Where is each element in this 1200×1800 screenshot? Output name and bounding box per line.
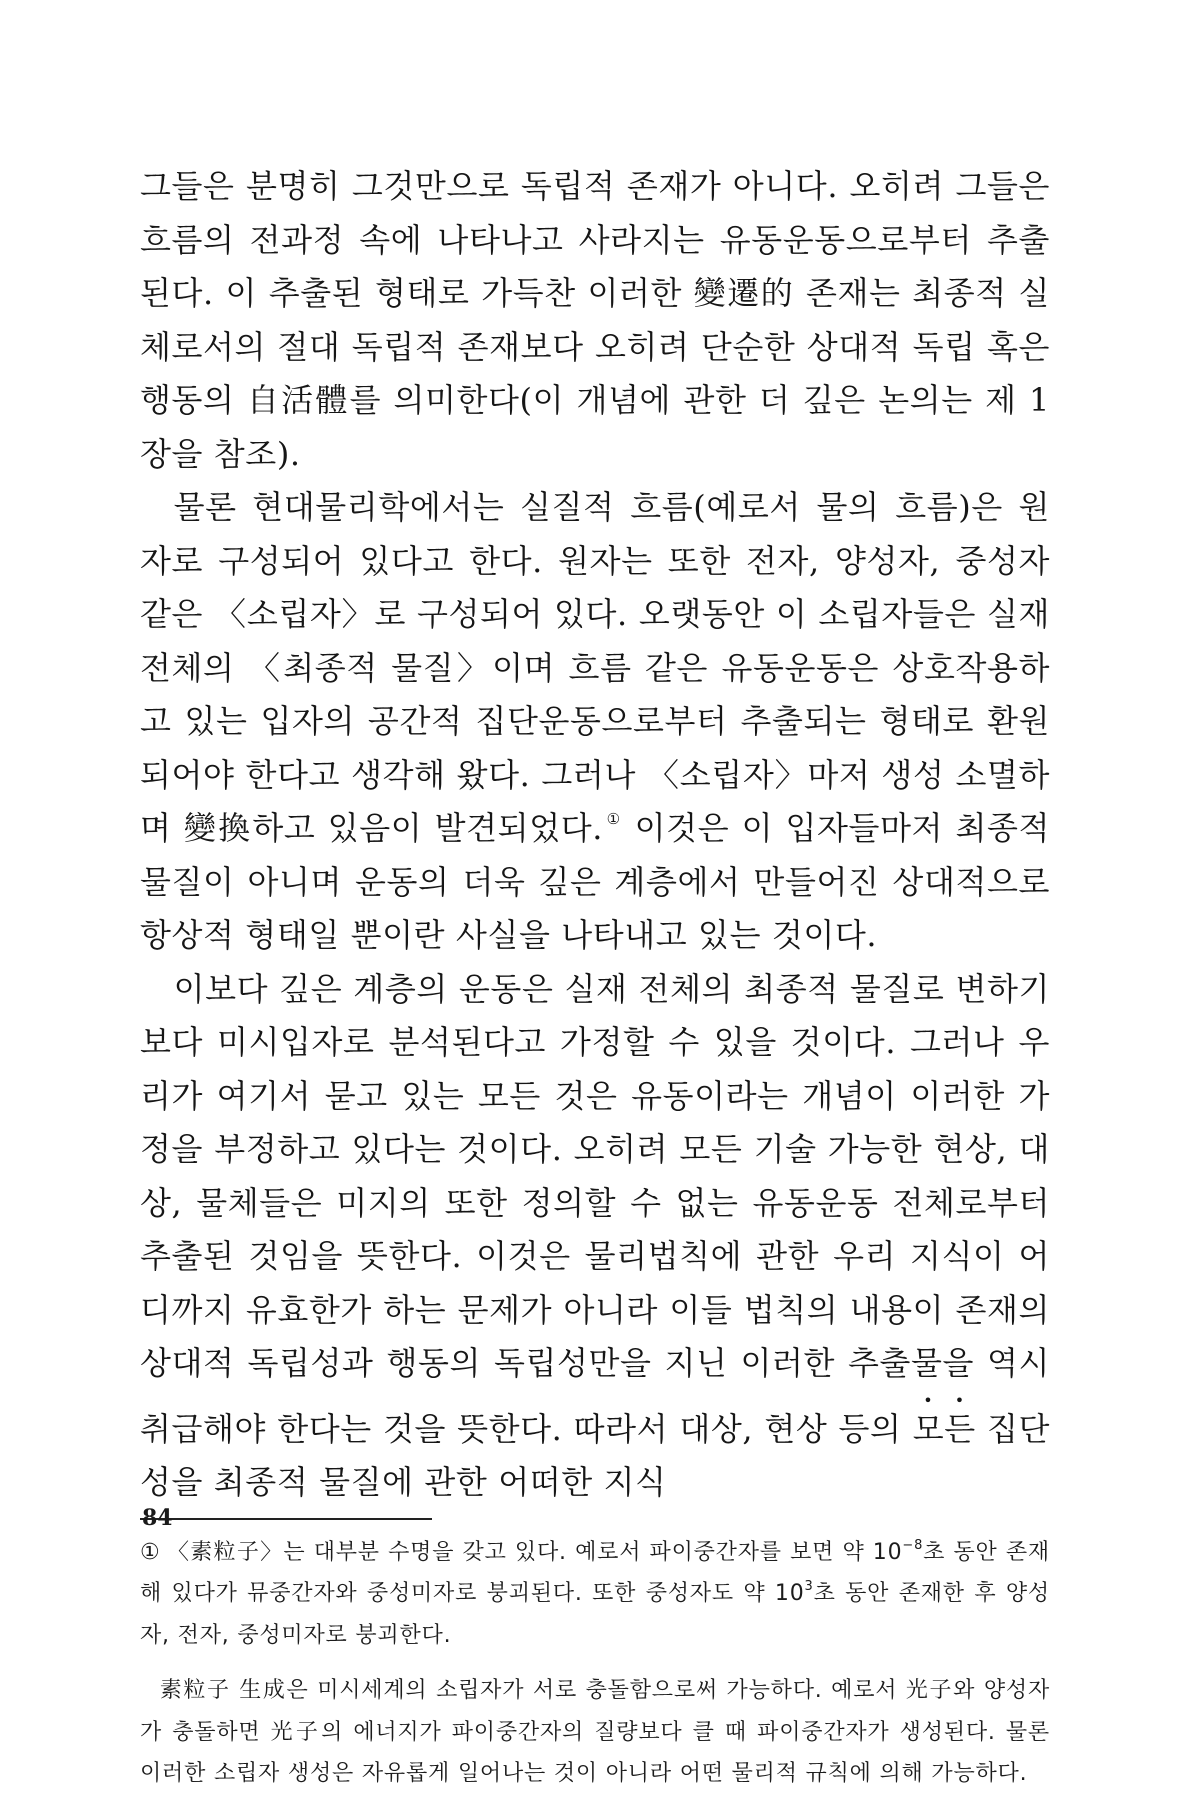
body-text xyxy=(140,160,1050,1510)
footnote-separator xyxy=(140,1518,432,1520)
footnote-marker: ① xyxy=(140,1539,161,1565)
footnote-text-end: 초 동안 존재한 후 양성자, 전자, 중성미자로 붕괴한다. xyxy=(140,1581,1050,1648)
paragraph-2 xyxy=(140,481,1050,963)
paragraph-2-tail: 이것은 이 입자들마저 최종적 물질이 아니며 운동의 더욱 깊은 계층에서 만들어진 상대적으로 항상적 형태일 뿐이란 사실을 나타내고 있는 것이다. xyxy=(140,809,1050,954)
footnote xyxy=(140,1532,1050,1795)
footnote-exponent-2: 3 xyxy=(804,1579,814,1594)
book-page xyxy=(140,160,1050,1786)
footnote-paragraph-1 xyxy=(140,1532,1050,1657)
page-number: 84 xyxy=(142,1505,173,1531)
footnote-exponent: −8 xyxy=(902,1537,924,1553)
paragraph-3-end: 집단성을 최종적 물질에 관한 어떠한 지식 xyxy=(140,1409,1050,1501)
footnote-text-middle: 초 동안 존재해 있다가 뮤중간자와 중성미자로 붕괴된다. 또한 중성자도 약 10 xyxy=(140,1539,1050,1606)
footnote-paragraph-2: 素粒子 生成은 미시세계의 소립자가 서로 충돌함으로써 가능하다. 예로서 光子와 양성자가 충돌하면 光子의 에너지가 파이중간자의 질량보다 클 때 파이중간자가 생성된다. 물론 이러한 소립자 생성은 자유롭게 일어나는 것이 아니라 어떤 물리적 규칙에 의해 가능하다. xyxy=(140,1678,1050,1786)
footnote-reference: ① xyxy=(605,810,623,828)
paragraph-1: 그들은 분명히 그것만으로 독립적 존재가 아니다. 오히려 그들은 흐름의 전과정 속에 나타나고 사라지는 유동운동으로부터 추출된다. 이 추출된 형태로 가득찬 이러한 變遷的 존재는 최종적 실체로서의 절대 독립적 존재보다 오히려 단순한 상대적 독립 혹은 행동의 自活體를 의미한다(이 개념에 관한 더 깊은 논의는 제 1 장을 참조). xyxy=(140,167,1050,473)
footnote-text-start: 〈素粒子〉는 대부분 수명을 갖고 있다. 예로서 파이중간자를 보면 약 10 xyxy=(167,1539,903,1565)
paragraph-2-text: 물론 현대물리학에서는 실질적 흐름(예로서 물의 흐름)은 원자로 구성되어 있다고 한다. 원자는 또한 전자, 양성자, 중성자 같은 〈소립자〉로 구성되어 있다. 오랫동안 이 소립자들은 실재 전체의 〈최종적 물질〉이며 흐름 같은 유동운동은 상호작용하고 있는 입자의 공간적 집단운동으로부터 추출되는 형태로 환원되어야 한다고 생각해 왔다. 그러나 〈소립자〉마저 생성 소멸하며 變換하고 있음이 발견되었다. xyxy=(140,488,1050,847)
emphasized-word: 모든 xyxy=(912,1409,976,1448)
paragraph-3-text: 이보다 깊은 계층의 운동은 실재 전체의 최종적 물질로 변하기보다 미시입자로 분석된다고 가정할 수 있을 것이다. 그러나 우리가 여기서 묻고 있는 모든 것은 유동이라는 개념이 이러한 가정을 부정하고 있다는 것이다. 오히려 모든 기술 가능한 현상, 대상, 물체들은 미지의 또한 정의할 수 없는 유동운동 전체로부터 추출된 것임을 뜻한다. 이것은 물리법칙에 관한 우리 지식이 어디까지 유효한가 하는 문제가 아니라 이들 법칙의 내용이 존재의 상대적 독립성과 행동의 독립성만을 지닌 이러한 추출물을 역시 취급해야 한다는 것을 뜻한다. 따라서 대상, 현상 등의 xyxy=(140,969,1050,1448)
paragraph-3 xyxy=(140,963,1050,1510)
